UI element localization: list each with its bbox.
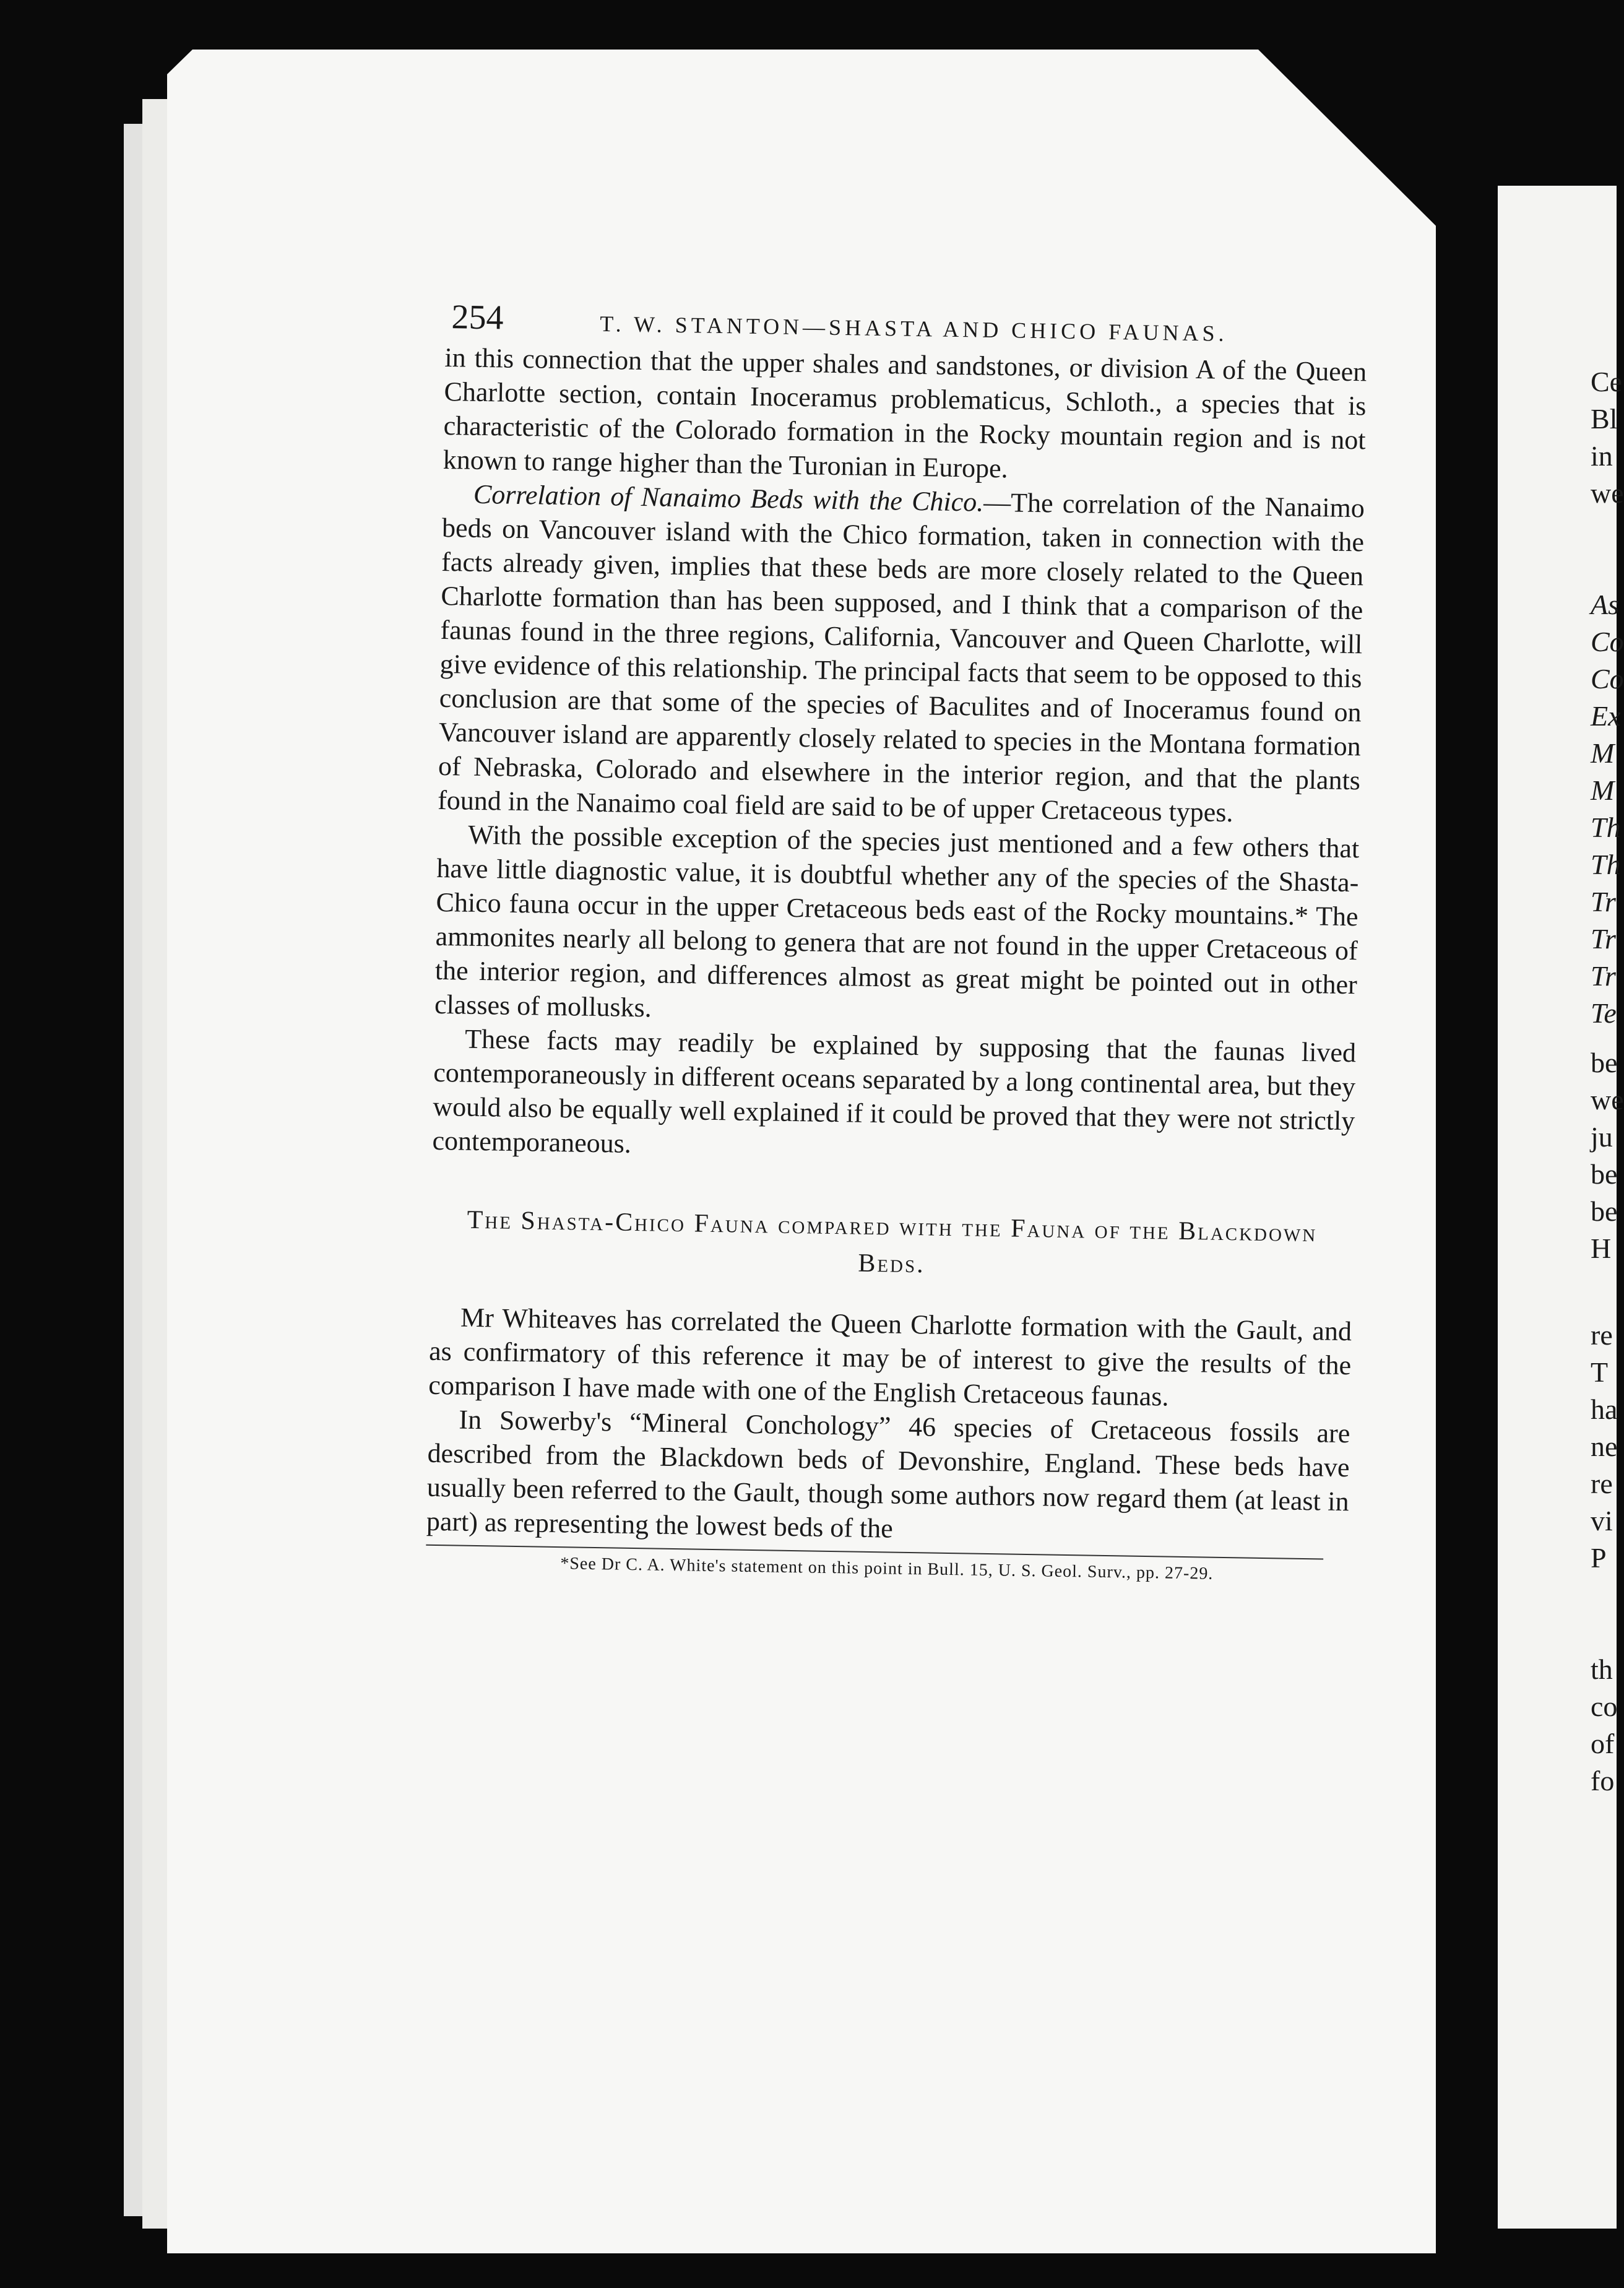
facing-page-fragment: M [1591,737,1615,769]
paragraph-text: —The correlation of the Nanaimo beds on Vancouver island with the Chico formation, taken in connection with the facts already given, implies that these beds are more closely related to the Queen Charlotte formation than has been supposed, and I think that a comparison of the faunas found in the three regions, California, Vancouver and Queen Charlotte, will give evidence of this relationship. The principal facts that seem to be opposed to this conclusion are that some of the species of Baculites and of Inoceramus found on Vancouver island are apparently closely related to species in the Montana formation of Nebraska, Colorado and elsewhere in the interior region, and that the plants found in the Nanaimo coal field are said to be of upper Cretaceous types. [437,487,1365,828]
paragraph-text: With the possible exception of the species just mentioned and a few others that have little diagnostic value, it is doubtful whether any of the species of the Shasta-Chico fauna occur in the upper Cretaceous beds east of the Rocky mountains.* The ammonites nearly all belong to genera that are not found in the upper Cretaceous of the interior region, and differences almost as great might be pointed out in other classes of mollusks. [434,819,1360,1023]
facing-page-fragment: we [1591,477,1624,509]
facing-page-fragment: T [1591,1356,1609,1388]
facing-page [1498,186,1624,2229]
print-speck [1454,1065,1466,1076]
paragraph-text: in this connection that the upper shales and sandstones, or division A of the Queen Charlotte section, contain Inoceramus problematicus, Schloth., a species that is characteristic of the Colorado formation in the Rocky mountain region and is not known to range higher than the Turonian in Europe. [443,342,1367,484]
facing-page-fragment: we [1591,1084,1624,1116]
facing-page-fragment: in [1591,440,1613,472]
paragraph-5 [428,1300,1352,1416]
facing-page-fragment: Tr [1591,923,1616,955]
facing-page-fragment: ha [1591,1393,1618,1425]
page-content [426,297,1368,1586]
facing-page-fragment: H [1591,1233,1612,1264]
footnote: *See Dr C. A. White's statement on this point in Bull. 15, U. S. Geol. Surv., pp. 27-29. [560,1554,1214,1584]
facing-page-fragment: re [1591,1319,1613,1351]
paragraph-6 [426,1402,1350,1553]
facing-page-fragment: Te [1591,997,1617,1029]
facing-page-fragment: Tr [1591,886,1616,917]
facing-page-fragment: Co [1591,663,1624,695]
facing-page-fragment: Ex [1591,700,1621,732]
facing-page-fragment: re [1591,1468,1613,1499]
facing-page-fragment: Tr [1591,960,1616,992]
facing-page-fragment: th [1591,1653,1613,1685]
paragraph-1 [443,340,1367,491]
facing-page-fragment: co [1591,1691,1618,1722]
paragraph-3 [434,817,1360,1036]
facing-page-fragment: vi [1591,1505,1613,1536]
section-heading: The Shasta-Chico Fauna compared with the Fauna of the Blackdown Beds. [467,1205,1318,1279]
facing-page-fragment: be [1591,1195,1618,1227]
paragraph-text: In Sowerby's “Mineral Conchology” 46 species of Cretaceous fossils are described from the Blackdown beds of Devonshire, England. These beds have usually been referred to the Gault, though some authors now regard them (at least in part) as representing the lowest beds of the [426,1404,1350,1544]
facing-page-fragment: of [1591,1728,1615,1759]
paragraph-text: These facts may readily be explained by supposing that the faunas lived contemporaneously in different oceans separated by a long continental area, but they would also be equally well explained if it could be proved that they were not strictly contemporaneous. [432,1023,1357,1159]
paragraph-side-heading: Correlation of Nanaimo Beds with the Chico. [473,479,984,518]
facing-page-fragment: As [1591,589,1619,620]
facing-page-fragment: Co [1591,626,1624,657]
paragraph-2 [438,477,1365,831]
facing-page-fragment: ju [1591,1121,1613,1153]
facing-page-fragment: Bl [1591,403,1618,435]
paragraph-text: Mr Whiteaves has correlated the Queen Charlotte formation with the Gault, and as confirmatory of this reference it may be of interest to give the results of the comparison I have made with one of the English Cretaceous faunas. [428,1302,1352,1412]
page-number: 254 [451,298,504,337]
facing-page-fragment: M [1591,774,1615,806]
running-head: T. W. STANTON—SHASTA AND CHICO FAUNAS. [600,311,1228,346]
paragraph-4 [432,1021,1356,1172]
facing-page-fragment: Th [1591,812,1621,843]
facing-page-fragment: be [1591,1158,1618,1190]
facing-page-fragment: be [1591,1047,1618,1078]
facing-page-fragment: P [1591,1542,1607,1574]
facing-page-fragment: fo [1591,1765,1615,1796]
facing-page-fragment: Th [1591,849,1621,880]
facing-page-fragment: ne [1591,1431,1618,1462]
facing-page-fragment: Ce [1591,366,1623,397]
